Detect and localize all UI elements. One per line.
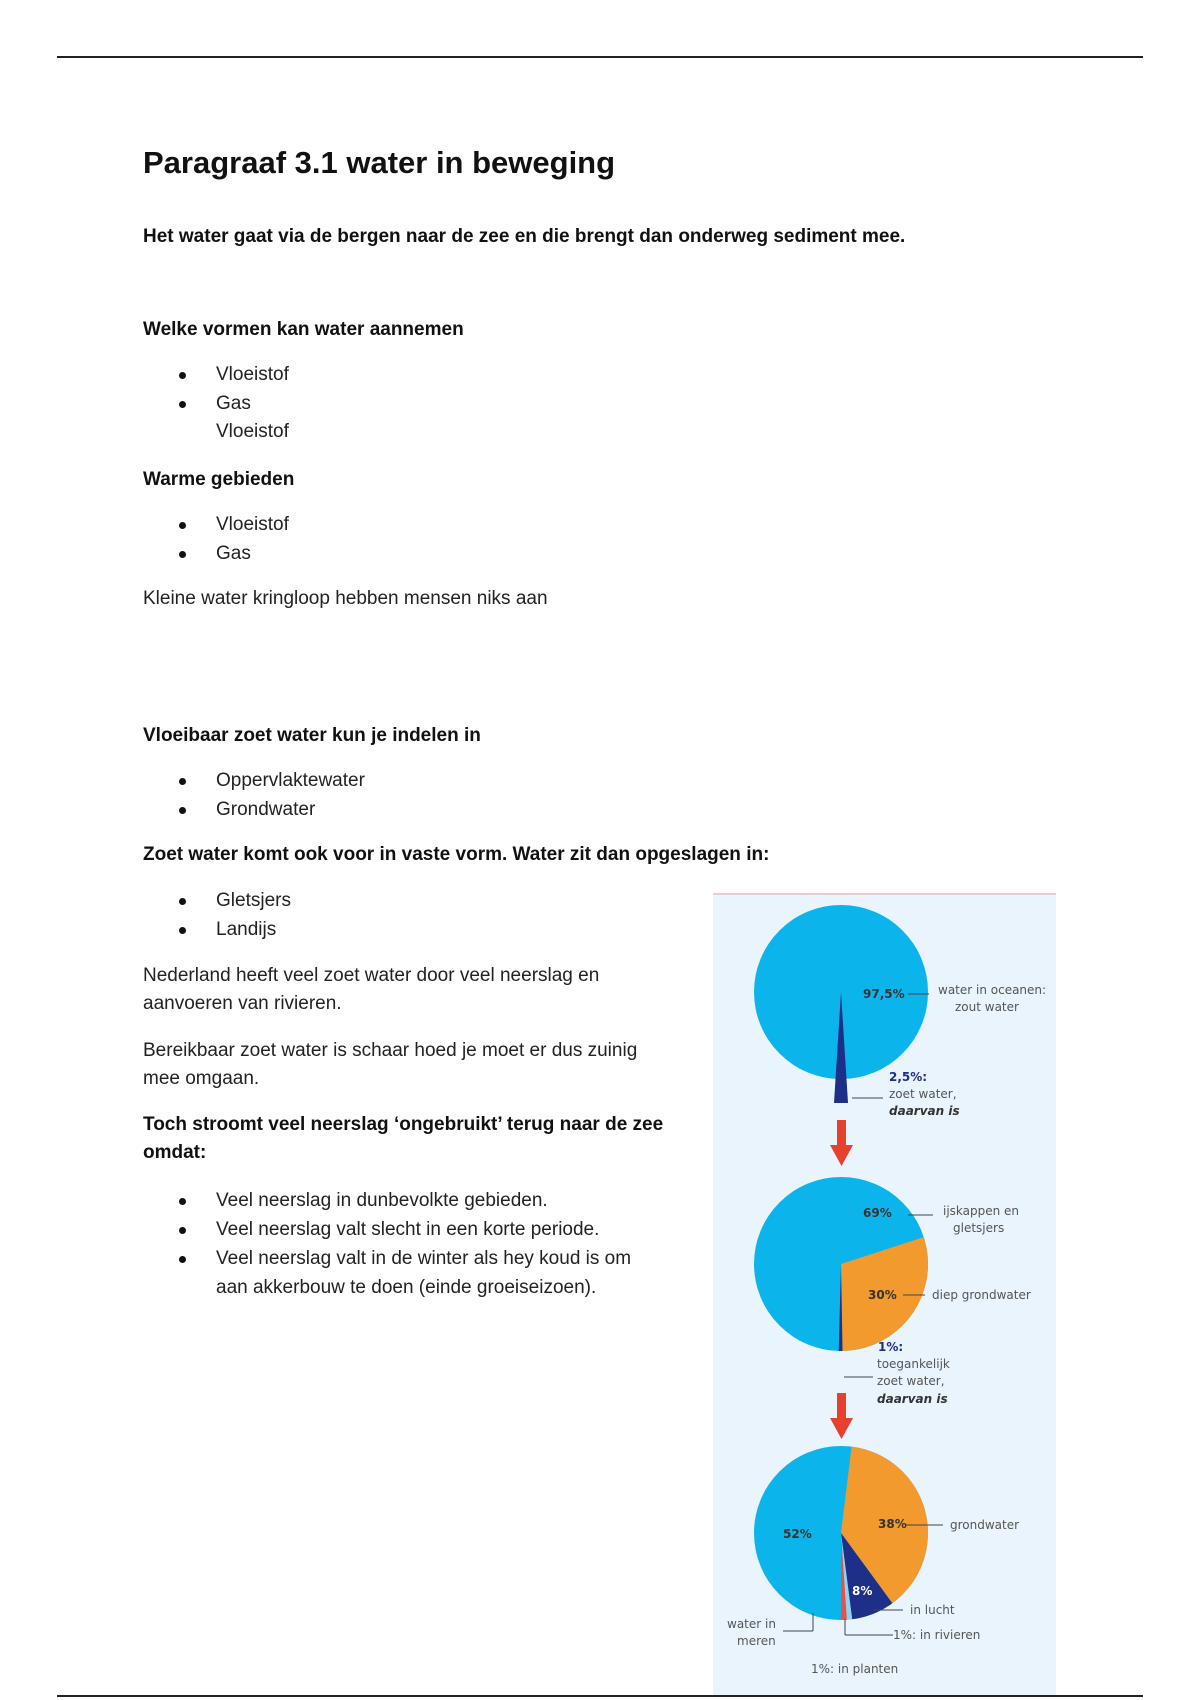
label-text: gletsjers (953, 1221, 1005, 1235)
value-label: 97,5% (863, 987, 905, 1001)
bullet-icon (179, 807, 186, 814)
value-label: 8% (852, 1584, 873, 1598)
section5-heading: Toch stroomt veel neerslag ‘ongebruikt’ terug naar de zee omdat: (143, 1114, 664, 1163)
value-label: 2,5%: (889, 1070, 928, 1084)
section1-list (143, 360, 289, 445)
label-text: daarvan is (877, 1392, 948, 1406)
label-text: meren (737, 1634, 776, 1648)
section5-list (143, 1186, 631, 1302)
list-item: Vloeistof (216, 421, 289, 442)
bullet-icon (179, 778, 186, 785)
list-item: Grondwater (143, 795, 365, 824)
section4-heading: Zoet water komt ook voor in vaste vorm. Water zit dan opgeslagen in: (143, 844, 770, 865)
label-text: daarvan is (889, 1104, 960, 1118)
value-label: 1%: (878, 1340, 904, 1354)
top-rule (57, 56, 1143, 58)
value-label: 30% (868, 1288, 897, 1302)
list-item: Gletsjers (143, 886, 291, 915)
list-item: Vloeistof (143, 360, 289, 389)
bullet-icon (179, 898, 186, 905)
label-text: zoet water, (889, 1087, 957, 1101)
intro-text: Het water gaat via de bergen naar de zee en die brengt dan onderweg sediment mee. (143, 226, 906, 247)
bullet-icon (179, 522, 186, 529)
bullet-icon (179, 1256, 186, 1263)
label-text: toegankelijk (877, 1357, 950, 1371)
label-text: grondwater (950, 1518, 1020, 1532)
bullet-icon (179, 1227, 186, 1234)
pie-fresh-water (754, 1177, 1031, 1406)
list-item: Oppervlaktewater (143, 766, 365, 795)
value-label: 52% (783, 1527, 812, 1541)
section1-heading: Welke vormen kan water aannemen (143, 319, 464, 340)
bullet-icon (179, 401, 186, 408)
value-label: 38% (878, 1517, 907, 1531)
section2-heading: Warme gebieden (143, 469, 295, 490)
arrow-down-icon (830, 1120, 853, 1166)
note-kringloop: Kleine water kringloop hebben mensen niks aan (143, 588, 548, 609)
paragraph-bereikbaar: Bereikbaar zoet water is schaar hoed je moet er dus zuinig mee omgaan. (143, 1040, 638, 1089)
list-item: Gas (143, 389, 289, 418)
list-item: Vloeistof (143, 510, 289, 539)
list-item: Landijs (143, 915, 291, 944)
water-distribution-figure (713, 893, 1056, 1697)
label-text: 1%: in planten (811, 1662, 899, 1676)
section4-list (143, 886, 291, 944)
list-item: Veel neerslag valt in de winter als hey koud is om aan akkerbouw te doen (einde groeiseizoen). (143, 1244, 631, 1302)
label-text: 1%: in rivieren (893, 1628, 981, 1642)
value-label: 69% (863, 1206, 892, 1220)
bottom-rule (57, 1695, 1143, 1697)
label-text: water in oceanen: (938, 983, 1047, 997)
pie-accessible-water (727, 1446, 1019, 1676)
pie-oceans (754, 905, 1046, 1118)
list-item: Veel neerslag valt slecht in een korte periode. (143, 1215, 631, 1244)
section3-heading: Vloeibaar zoet water kun je indelen in (143, 725, 481, 746)
label-text: diep grondwater (932, 1288, 1031, 1302)
label-text: in lucht (910, 1603, 955, 1617)
label-text: ijskappen en (943, 1204, 1020, 1218)
bullet-icon (179, 1198, 186, 1205)
list-item: Gas (143, 539, 289, 568)
label-text: zoet water, (877, 1374, 945, 1388)
label-text: water in (727, 1617, 776, 1631)
bullet-icon (179, 927, 186, 934)
page-title: Paragraaf 3.1 water in beweging (143, 145, 616, 180)
section3-list (143, 766, 365, 824)
paragraph-nederland: Nederland heeft veel zoet water door veel neerslag en aanvoeren van rivieren. (143, 965, 600, 1014)
bullet-icon (179, 551, 186, 558)
label-text: zout water (955, 1000, 1019, 1014)
water-distribution-chart (713, 895, 1056, 1695)
arrow-down-icon (830, 1393, 853, 1439)
bullet-icon (179, 372, 186, 379)
section2-list (143, 510, 289, 568)
list-item: Veel neerslag in dunbevolkte gebieden. (143, 1186, 631, 1215)
